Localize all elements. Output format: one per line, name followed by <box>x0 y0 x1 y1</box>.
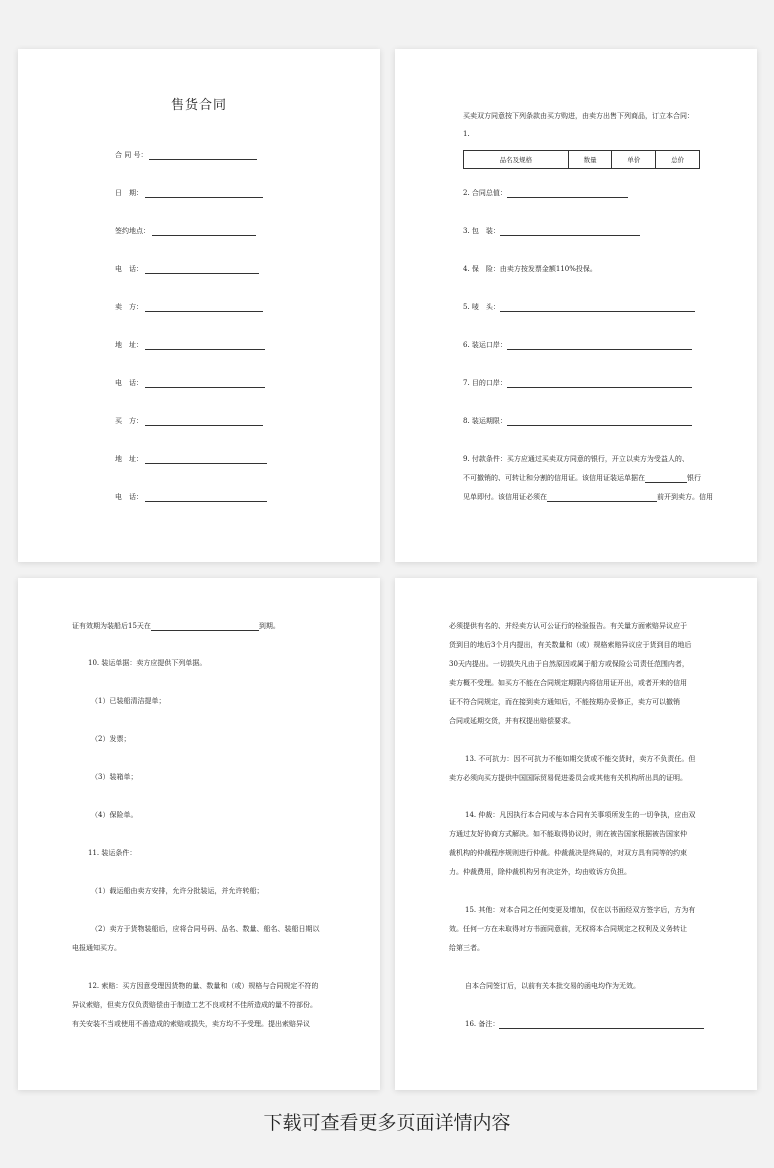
form-field-blank[interactable] <box>149 152 257 160</box>
form-field <box>115 492 267 502</box>
validity-text: 到期。 <box>258 622 280 630</box>
item-1-label: 1. <box>463 130 470 138</box>
form-field-blank[interactable] <box>145 494 267 502</box>
item-8 <box>463 417 692 426</box>
item-9-text: 前开到卖方。信用 <box>657 493 713 501</box>
item-8-label: 8. 装运期限： <box>463 417 507 425</box>
cond-2-line-1: （2）卖方于货物装船后，应将合同号码、品名、数量、船名、装船日期以 <box>91 925 320 933</box>
doc-1: （1）已装船清洁提单； <box>91 697 166 705</box>
goods-header-cell: 数量 <box>568 151 612 169</box>
item-7 <box>463 379 692 388</box>
item-12-line-3: 有关安装不当或使用不善造成的索赔或损失，卖方均不予受理。提出索赔异议 <box>72 1020 310 1028</box>
goods-table-header-row <box>464 151 700 169</box>
form-field-blank[interactable] <box>145 380 265 388</box>
form-field-blank[interactable] <box>152 228 256 236</box>
item-16-label: 16. 备注： <box>465 1020 500 1028</box>
item-13-line-1: 13. 不可抗力：因不可抗力不能如期交货或不能交货时，卖方不负责任。但 <box>465 755 696 763</box>
blank-line <box>507 190 628 198</box>
item-2-label: 2. 合同总值： <box>463 189 507 197</box>
goods-header-cell: 品名及规格 <box>464 151 569 169</box>
item-9-text: 见单即付。该信用证必须在 <box>463 493 547 501</box>
doc-2: （2）发票； <box>91 735 131 743</box>
item-15-line-2: 效。任何一方在未取得对方书面同意前，无权将本合同规定之权利及义务转让 <box>449 925 687 933</box>
item-5-label: 5. 唛 头： <box>463 303 500 311</box>
doc-3: （3）装箱单； <box>91 773 138 781</box>
form-field <box>115 188 263 198</box>
form-field <box>115 416 263 426</box>
cond-2-line-2: 电报通知买方。 <box>72 944 121 952</box>
contract-page-2 <box>395 49 757 562</box>
blank-line <box>507 418 692 426</box>
form-field-label: 买 方： <box>115 417 143 425</box>
form-field-blank[interactable] <box>145 418 263 426</box>
claim-line-6: 合同或延期交货，并有权提出赔偿要求。 <box>449 717 575 725</box>
item-2 <box>463 189 628 198</box>
item-14-line-3: 裁机构的仲裁程序规则进行仲裁。仲裁裁决是终局的，对双方具有同等的约束 <box>449 849 687 857</box>
item-6-label: 6. 装运口岸： <box>463 341 507 349</box>
item-12-line-2: 异议索赔，但卖方仅负责赔偿由于制造工艺不良或材不佳所造成的量不符部份。 <box>72 1001 317 1009</box>
item-3 <box>463 227 640 236</box>
contract-page-4 <box>395 578 757 1090</box>
intro-text: 买卖双方同意按下列条款由买方购进，由卖方出售下列商品，订立本合同： <box>463 112 694 120</box>
cond-1: （1）载运船由卖方安排，允许分批装运，并允许转船； <box>91 887 264 895</box>
blank-line <box>507 342 692 350</box>
item-15-line-1: 15. 其他：对本合同之任何变更及增加，仅在以书面经双方签字后，方为有 <box>465 906 696 914</box>
validity-text: 证有效期为装船后15天在 <box>72 622 151 630</box>
form-field <box>115 302 263 312</box>
item-9-line-3 <box>463 493 713 502</box>
item-7-label: 7. 目的口岸： <box>463 379 507 387</box>
contract-page-1 <box>18 49 380 562</box>
blank-line <box>499 1021 704 1029</box>
blank-line <box>645 475 687 483</box>
item-15-line-3: 给第三者。 <box>449 944 484 952</box>
claim-line-5: 证不符合同规定，而在接到卖方通知后，不能按期办妥修正，卖方可以撤销 <box>449 698 680 706</box>
blank-line <box>151 623 259 631</box>
item-14-line-4: 力。仲裁费用，除仲裁机构另有决定外，均由败诉方负担。 <box>449 868 631 876</box>
form-field <box>115 340 265 350</box>
item-16 <box>465 1020 704 1029</box>
contract-title: 售货合同 <box>170 98 227 113</box>
item-10: 10. 装运单据：卖方应提供下列单据。 <box>88 659 207 667</box>
form-field-label: 签约地点： <box>115 227 150 235</box>
form-field <box>115 226 256 236</box>
download-more-banner[interactable]: 下载可查看更多页面详情内容 <box>263 1112 511 1134</box>
contract-page-3 <box>18 578 380 1090</box>
claim-line-4: 卖方概不受理。如买方不能在合同规定期限内将信用证开出，或者开来的信用 <box>449 679 687 687</box>
form-field-blank[interactable] <box>145 304 263 312</box>
form-field-label: 电 话： <box>115 265 143 273</box>
form-field-label: 电 话： <box>115 493 143 501</box>
claim-line-1: 必须提供有名的、并经卖方认可公证行的检验报告。有关量方面索赔异议应于 <box>449 622 687 630</box>
form-field <box>115 378 265 388</box>
form-field-label: 地 址： <box>115 455 143 463</box>
form-field-blank[interactable] <box>145 342 265 350</box>
claim-line-2: 货到目的地后3个月内提出，有关数量和（或）规格索赔异议应于货到目的地后 <box>449 641 692 649</box>
doc-4: （4）保险单。 <box>91 811 138 819</box>
form-field-label: 卖 方： <box>115 303 143 311</box>
goods-header-cell: 单价 <box>612 151 656 169</box>
form-field-label: 地 址： <box>115 341 143 349</box>
form-field <box>115 150 257 160</box>
item-11: 11. 装运条件： <box>88 849 137 857</box>
blank-line <box>547 494 657 502</box>
form-field-label: 合 同 号： <box>115 151 148 159</box>
item-13-line-2: 卖方必须向买方提供中国国际贸易促进委员会或其他有关机构所出具的证明。 <box>449 774 687 782</box>
form-field-label: 电 话： <box>115 379 143 387</box>
goods-table <box>463 150 700 169</box>
item-9-line-1: 9. 付款条件：买方应通过买卖双方同意的银行，开立以卖方为受益人的、 <box>463 455 689 463</box>
form-field <box>115 454 267 464</box>
goods-header-cell: 总价 <box>656 151 700 169</box>
item-4: 4. 保 险：由卖方按发票金额110%投保。 <box>463 265 597 273</box>
blank-line <box>500 228 640 236</box>
item-9-line-2 <box>463 474 701 483</box>
item-6 <box>463 341 692 350</box>
form-field-label: 日 期： <box>115 189 143 197</box>
item-5 <box>463 303 695 312</box>
final-clause: 自本合同签订后，以前有关本批交易的函电均作为无效。 <box>465 982 640 990</box>
item-9-text: 银行 <box>687 474 701 482</box>
form-field-blank[interactable] <box>145 456 267 464</box>
form-field <box>115 264 259 274</box>
form-field-blank[interactable] <box>145 190 263 198</box>
blank-line <box>507 380 692 388</box>
item-14-line-1: 14. 仲裁：凡因执行本合同或与本合同有关事项所发生的一切争执，应由双 <box>465 811 696 819</box>
validity-line <box>72 622 280 631</box>
claim-line-3: 30天内提出。一切损失凡由于自然原因或属于船方或保险公司责任范围内者， <box>449 660 689 668</box>
item-12-line-1: 12. 索赔：买方因意受理因货物的量、数量和（或）规格与合同规定不符的 <box>88 982 319 990</box>
item-9-text: 不可撤销的、可转让和分割的信用证。该信用证装运单据在 <box>463 474 645 482</box>
item-14-line-2: 方通过友好协商方式解决。如不能取得协议时，则在被告国家根据被告国家仲 <box>449 830 687 838</box>
form-field-blank[interactable] <box>145 266 259 274</box>
blank-line <box>500 304 695 312</box>
item-3-label: 3. 包 装： <box>463 227 500 235</box>
